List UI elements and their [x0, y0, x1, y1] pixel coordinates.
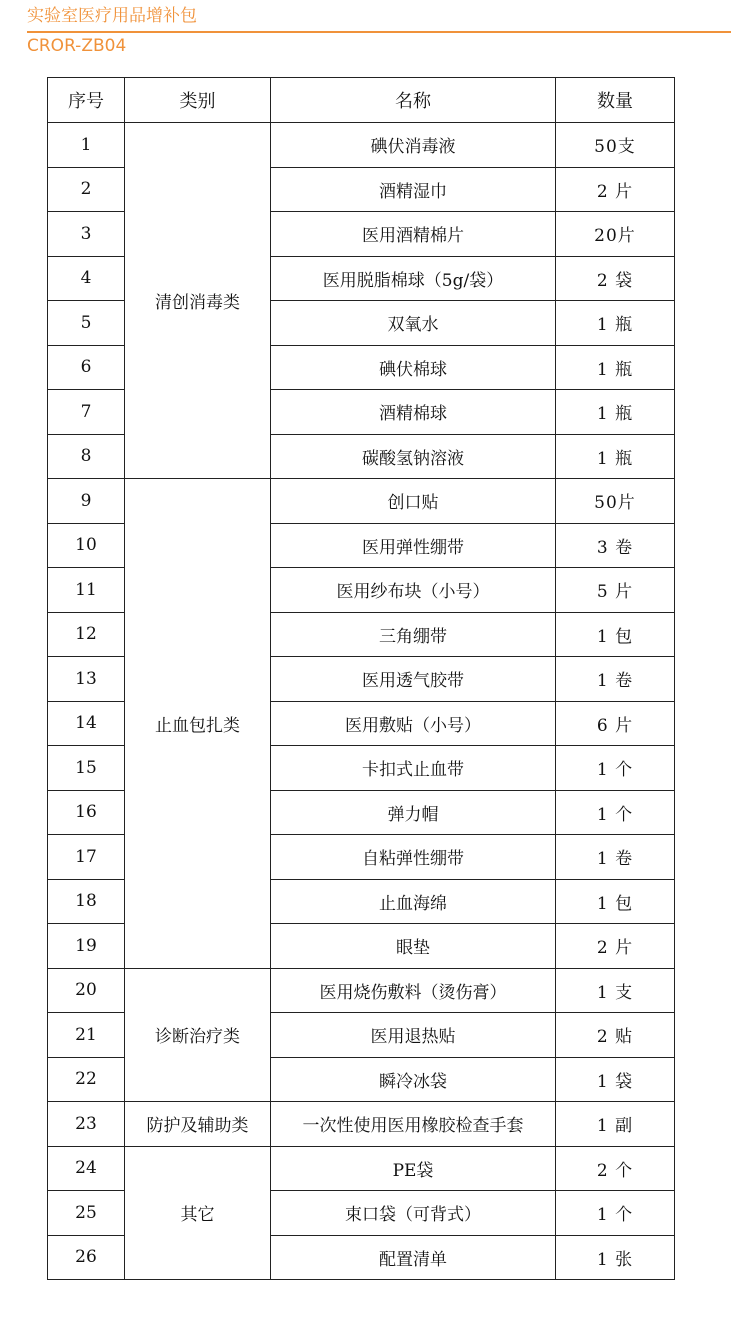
cell-quantity: 1 副 — [556, 1102, 675, 1147]
cell-number: 24 — [48, 1146, 125, 1191]
cell-item-name: 医用脱脂棉球（5g/袋） — [271, 256, 556, 301]
cell-item-name: 卡扣式止血带 — [271, 746, 556, 791]
cell-number: 11 — [48, 568, 125, 613]
header-category: 类别 — [125, 78, 271, 123]
cell-quantity: 1 个 — [556, 746, 675, 791]
cell-category: 防护及辅助类 — [125, 1102, 271, 1147]
cell-number: 18 — [48, 879, 125, 924]
table-row — [48, 1146, 675, 1191]
cell-item-name: 医用纱布块（小号） — [271, 568, 556, 613]
table-row — [48, 479, 675, 524]
cell-quantity: 1 卷 — [556, 835, 675, 880]
cell-number: 19 — [48, 924, 125, 969]
cell-category: 清创消毒类 — [125, 123, 271, 479]
product-code: CROR-ZB04 — [27, 36, 127, 56]
cell-quantity: 1 个 — [556, 1191, 675, 1236]
cell-quantity: 2 贴 — [556, 1013, 675, 1058]
table-row — [48, 123, 675, 168]
cell-item-name: 酒精棉球 — [271, 390, 556, 435]
cell-number: 9 — [48, 479, 125, 524]
cell-quantity: 1 支 — [556, 968, 675, 1013]
cell-quantity: 50支 — [556, 123, 675, 168]
cell-number: 5 — [48, 301, 125, 346]
cell-number: 3 — [48, 212, 125, 257]
cell-item-name: 止血海绵 — [271, 879, 556, 924]
cell-number: 1 — [48, 123, 125, 168]
cell-item-name: 酒精湿巾 — [271, 167, 556, 212]
cell-quantity: 2 片 — [556, 167, 675, 212]
cell-quantity: 20片 — [556, 212, 675, 257]
cell-item-name: 碘伏棉球 — [271, 345, 556, 390]
cell-quantity: 1 瓶 — [556, 345, 675, 390]
table-row — [48, 968, 675, 1013]
document-title: 实验室医疗用品增补包 — [27, 6, 197, 26]
cell-item-name: 配置清单 — [271, 1235, 556, 1280]
cell-quantity: 1 包 — [556, 612, 675, 657]
cell-item-name: 瞬冷冰袋 — [271, 1057, 556, 1102]
cell-item-name: 碳酸氢钠溶液 — [271, 434, 556, 479]
cell-item-name: 眼垫 — [271, 924, 556, 969]
cell-quantity: 2 个 — [556, 1146, 675, 1191]
cell-quantity: 2 片 — [556, 924, 675, 969]
cell-item-name: 创口贴 — [271, 479, 556, 524]
cell-quantity: 3 卷 — [556, 523, 675, 568]
cell-item-name: 一次性使用医用橡胶检查手套 — [271, 1102, 556, 1147]
cell-quantity: 1 卷 — [556, 657, 675, 702]
cell-number: 10 — [48, 523, 125, 568]
cell-number: 4 — [48, 256, 125, 301]
cell-item-name: 医用弹性绷带 — [271, 523, 556, 568]
cell-category: 其它 — [125, 1146, 271, 1280]
cell-number: 20 — [48, 968, 125, 1013]
header-number: 序号 — [48, 78, 125, 123]
cell-item-name: 碘伏消毒液 — [271, 123, 556, 168]
cell-item-name: 医用透气胶带 — [271, 657, 556, 702]
cell-quantity: 1 个 — [556, 790, 675, 835]
cell-item-name: 双氧水 — [271, 301, 556, 346]
cell-item-name: 医用退热贴 — [271, 1013, 556, 1058]
document-header — [27, 6, 731, 56]
cell-item-name: 弹力帽 — [271, 790, 556, 835]
cell-item-name: 自粘弹性绷带 — [271, 835, 556, 880]
cell-number: 21 — [48, 1013, 125, 1058]
cell-quantity: 1 瓶 — [556, 390, 675, 435]
cell-number: 2 — [48, 167, 125, 212]
cell-category: 止血包扎类 — [125, 479, 271, 969]
cell-item-name: 医用烧伤敷料（烫伤膏） — [271, 968, 556, 1013]
header-quantity: 数量 — [556, 78, 675, 123]
cell-quantity: 1 瓶 — [556, 301, 675, 346]
cell-quantity: 1 包 — [556, 879, 675, 924]
cell-item-name: 医用酒精棉片 — [271, 212, 556, 257]
cell-number: 12 — [48, 612, 125, 657]
cell-category: 诊断治疗类 — [125, 968, 271, 1102]
cell-number: 8 — [48, 434, 125, 479]
table-body — [48, 123, 675, 1280]
cell-number: 22 — [48, 1057, 125, 1102]
table-row — [48, 1102, 675, 1147]
cell-quantity: 1 袋 — [556, 1057, 675, 1102]
cell-item-name: PE袋 — [271, 1146, 556, 1191]
cell-number: 25 — [48, 1191, 125, 1236]
cell-quantity: 1 瓶 — [556, 434, 675, 479]
cell-number: 15 — [48, 746, 125, 791]
cell-quantity: 6 片 — [556, 701, 675, 746]
cell-quantity: 2 袋 — [556, 256, 675, 301]
header-name: 名称 — [271, 78, 556, 123]
cell-number: 6 — [48, 345, 125, 390]
cell-number: 7 — [48, 390, 125, 435]
cell-quantity: 50片 — [556, 479, 675, 524]
cell-quantity: 5 片 — [556, 568, 675, 613]
cell-quantity: 1 张 — [556, 1235, 675, 1280]
cell-number: 23 — [48, 1102, 125, 1147]
cell-number: 17 — [48, 835, 125, 880]
cell-number: 26 — [48, 1235, 125, 1280]
cell-item-name: 医用敷贴（小号） — [271, 701, 556, 746]
cell-number: 16 — [48, 790, 125, 835]
cell-number: 14 — [48, 701, 125, 746]
table-header-row — [48, 78, 675, 123]
cell-number: 13 — [48, 657, 125, 702]
header-divider — [27, 31, 731, 33]
supply-table — [47, 77, 675, 1280]
cell-item-name: 三角绷带 — [271, 612, 556, 657]
cell-item-name: 束口袋（可背式） — [271, 1191, 556, 1236]
